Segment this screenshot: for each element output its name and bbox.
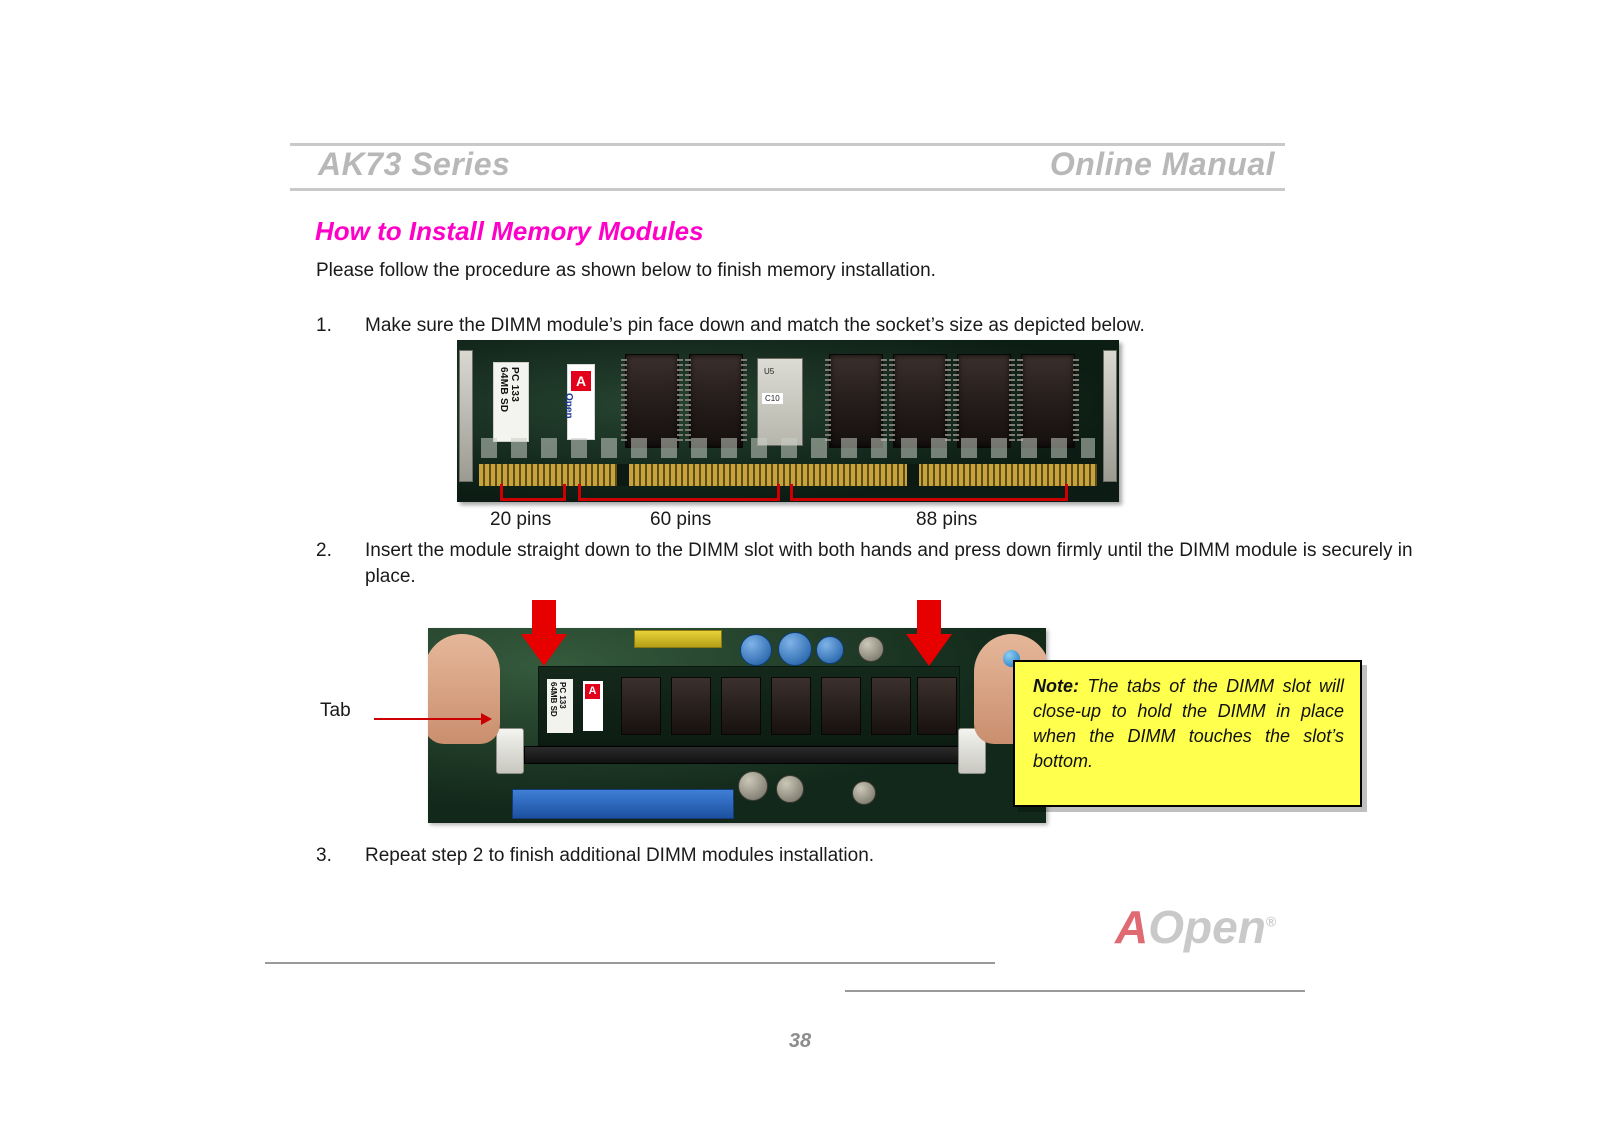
installed-module-label-text: PC 133 64MB SD — [549, 682, 567, 717]
module-notch — [617, 464, 629, 486]
press-down-arrow-left — [521, 600, 567, 666]
header-series-title: AK73 Series — [318, 146, 511, 182]
step-text: Repeat step 2 to finish additional DIMM modules installation. — [365, 845, 875, 866]
note-body: The tabs of the DIMM slot will close-up to hold the DIMM in place when the DIMM touches the slot’s bottom. — [1033, 676, 1344, 771]
header-manual-title: Online Manual — [1049, 146, 1275, 182]
spd-mark-u5: U5 — [764, 367, 775, 376]
step-number: 1. — [316, 315, 332, 336]
step-number: 2. — [316, 540, 332, 561]
module-notch — [907, 464, 919, 486]
memory-chip — [1021, 354, 1075, 448]
blue-capacitor — [778, 632, 812, 666]
note-label: Note: — [1033, 676, 1079, 696]
tab-callout-arrow — [374, 718, 490, 720]
intro-paragraph: Please follow the procedure as shown below to finish memory installation. — [316, 260, 936, 281]
step-number: 3. — [316, 845, 332, 866]
spd-chip-area — [757, 358, 803, 446]
arrow-head — [906, 634, 952, 666]
aopen-logo-name: Open — [1148, 901, 1266, 953]
capacitor — [858, 636, 884, 662]
aopen-logo-name: Open — [563, 393, 574, 419]
capacitor — [738, 771, 768, 801]
aopen-logo-installed — [583, 681, 603, 731]
step-item — [316, 313, 1446, 339]
module-right-edge — [1103, 350, 1117, 482]
step-item — [316, 843, 1446, 869]
aopen-logo-on-module — [563, 364, 595, 440]
registered-mark: ® — [1265, 913, 1277, 930]
memory-chip — [671, 677, 711, 735]
pin-bracket-88 — [790, 484, 1068, 501]
step-text: Insert the module straight down to the DIMM slot with both hands and press down firmly until the DIMM module is securely in place. — [365, 540, 1413, 587]
hand-left — [428, 634, 500, 744]
arrow-shaft — [917, 600, 941, 636]
module-spec-label — [493, 362, 529, 442]
page-header — [290, 143, 1285, 191]
pin-label-20: 20 pins — [490, 509, 552, 530]
ide-connector — [512, 789, 734, 819]
spd-mark-c10: C10 — [762, 393, 783, 404]
memory-chip — [721, 677, 761, 735]
dimm-slot-tab-left — [496, 728, 524, 774]
note-callout — [1013, 660, 1362, 807]
memory-chip — [821, 677, 861, 735]
capacitor — [852, 781, 876, 805]
arrow-shaft — [532, 600, 556, 636]
aopen-logo-letter: A — [585, 684, 600, 699]
footer-rule-right — [845, 990, 1305, 992]
memory-chip — [621, 677, 661, 735]
press-down-arrow-right — [906, 600, 952, 666]
aopen-logo-letter: A — [571, 371, 591, 391]
memory-chip — [893, 354, 947, 448]
pin-bracket-60 — [578, 484, 780, 501]
header-rule-bottom — [290, 188, 1285, 191]
gold-pin-edge — [479, 464, 1097, 486]
memory-chip — [917, 677, 957, 735]
memory-chip — [829, 354, 883, 448]
footer-rule-left — [265, 962, 995, 964]
note-text — [1033, 674, 1344, 774]
aopen-footer-logo — [1115, 900, 1276, 954]
memory-chip — [957, 354, 1011, 448]
memory-chip — [689, 354, 743, 448]
aopen-logo-letter: A — [1115, 901, 1149, 953]
yellow-connector — [634, 630, 722, 648]
installed-dimm-module — [538, 666, 960, 746]
step-item — [316, 538, 1446, 590]
pin-bracket-20 — [500, 484, 566, 501]
pin-label-88: 88 pins — [916, 509, 978, 530]
memory-chip — [625, 354, 679, 448]
dimm-module-photo — [457, 340, 1119, 502]
page-number: 38 — [788, 1030, 812, 1052]
memory-chip — [771, 677, 811, 735]
page-title: How to Install Memory Modules — [315, 216, 704, 246]
step-text: Make sure the DIMM module’s pin face down and match the socket’s size as depicted below. — [365, 315, 1145, 336]
module-spec-label-line1: PC 133 64MB SD — [498, 367, 520, 413]
module-component-row — [481, 438, 1095, 458]
pin-label-60: 60 pins — [650, 509, 712, 530]
memory-chip — [871, 677, 911, 735]
module-left-edge — [459, 350, 473, 482]
blue-capacitor — [740, 634, 772, 666]
capacitor — [776, 775, 804, 803]
dimm-slot — [524, 746, 976, 764]
blue-capacitor — [816, 636, 844, 664]
tab-callout-label: Tab — [320, 700, 351, 721]
installed-module-label — [547, 679, 573, 733]
arrow-head — [521, 634, 567, 666]
